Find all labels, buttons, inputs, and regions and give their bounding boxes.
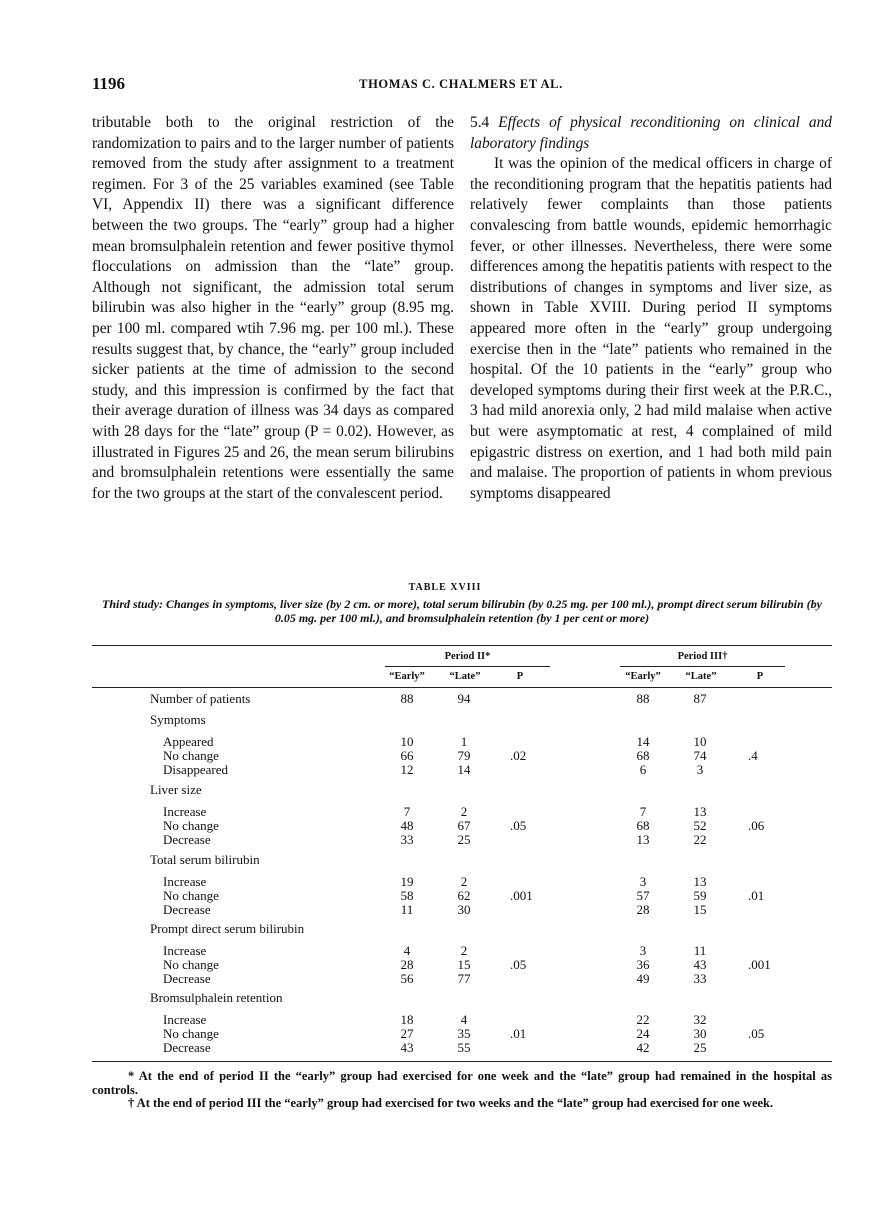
section-heading xyxy=(470,113,832,154)
cell-p2-late: 55 xyxy=(457,1040,471,1055)
row-label: No change xyxy=(163,818,219,833)
left-column xyxy=(92,113,454,504)
cell-p3-early: 3 xyxy=(639,943,647,958)
row-label: Increase xyxy=(163,804,207,819)
table-header-rule xyxy=(92,687,832,688)
cell-p3-late: 59 xyxy=(693,888,707,903)
cell-p2-early: 18 xyxy=(400,1012,414,1027)
cell-p2-early: 33 xyxy=(400,832,414,847)
cell-p3-p: .01 xyxy=(748,888,765,903)
cell-p3-late: 15 xyxy=(693,902,707,917)
section-number: 5.4 xyxy=(470,114,490,131)
left-column-paragraph: tributable both to the original restriction of the randomization to pairs and to the larger number of patients removed from the study after assignment to a treatment regimen. For 3 of the 25 variables examined (see Table VI, Appendix II) there was a significant difference between the two groups. The “early” group had a higher mean bromsulphalein retention and fewer positive thymol flocculations on admission than the “late” group. Although not significant, the admission total serum bilirubin was also higher in the “early” group (8.95 mg. per 100 ml. compared wtih 7.96 mg. per 100 ml.). These results suggest that, by chance, the “early” group included sicker patients at the time of admission to the second study, and this impression is confirmed by the fact that their average duration of illness was 34 days as compared with 28 days for the “late” group (P = 0.02). However, as illustrated in Figures 25 and 26, the mean serum bilirubins and bromsulphalein retentions were essentially the same for the two groups at the start of the convalescent period. xyxy=(92,114,454,502)
cell-p3-early: 49 xyxy=(636,971,650,986)
cell-p3-early: 7 xyxy=(639,804,647,819)
cell-p2-late: 30 xyxy=(457,902,471,917)
cell-p3-late: 32 xyxy=(693,1012,707,1027)
running-head: THOMAS C. CHALMERS ET AL. xyxy=(359,77,563,91)
group-label: Total serum bilirubin xyxy=(150,852,260,867)
period-3-header: Period III† xyxy=(677,651,728,662)
cell-p3-late: 13 xyxy=(693,804,707,819)
row-label: No change xyxy=(163,1026,219,1041)
row-label: No change xyxy=(163,748,219,763)
cell-p3-late: 52 xyxy=(693,818,707,833)
cell-p2-early: 28 xyxy=(400,957,414,972)
cell-p3-early: 6 xyxy=(639,762,647,777)
cell-p3-p: .05 xyxy=(748,1026,765,1041)
row-label: Increase xyxy=(163,943,207,958)
page-header xyxy=(92,74,830,96)
row-label: Number of patients xyxy=(150,691,251,706)
period-2-header: Period II* xyxy=(444,651,491,662)
cell-p2-p: .02 xyxy=(510,748,527,763)
table-top-rule xyxy=(92,645,832,646)
table-bottom-rule xyxy=(92,1061,832,1062)
row-label: Increase xyxy=(163,874,207,889)
cell-p2-late: 67 xyxy=(457,818,471,833)
cell-p3-early: 36 xyxy=(636,957,650,972)
cell-p2-late: 15 xyxy=(457,957,471,972)
col-head-p2-late: “Late” xyxy=(449,671,481,682)
cell-p2-p: .05 xyxy=(510,818,527,833)
cell-p3-late: 74 xyxy=(693,748,707,763)
cell-p2-late: 14 xyxy=(457,762,471,777)
page-number: 1196 xyxy=(92,74,126,93)
cell-p3-late: 10 xyxy=(693,734,707,749)
cell-p2-early: 10 xyxy=(400,734,414,749)
group-label: Bromsulphalein retention xyxy=(150,990,283,1005)
cell-p2-late: 25 xyxy=(457,832,471,847)
cell-p2-early: 88 xyxy=(400,691,414,706)
section-title: Effects of physical reconditioning on clinical and laboratory findings xyxy=(470,114,832,152)
cell-p2-early: 7 xyxy=(403,804,411,819)
cell-p2-late: 62 xyxy=(457,888,471,903)
table-title: TABLE XVIII xyxy=(408,582,482,593)
cell-p2-late: 1 xyxy=(460,734,468,749)
cell-p3-early: 68 xyxy=(636,748,650,763)
cell-p3-early: 57 xyxy=(636,888,650,903)
row-label: Decrease xyxy=(163,971,211,986)
cell-p3-early: 24 xyxy=(636,1026,650,1041)
cell-p3-early: 3 xyxy=(639,874,647,889)
cell-p2-early: 4 xyxy=(403,943,411,958)
group-label: Prompt direct serum bilirubin xyxy=(150,921,305,936)
row-label: Decrease xyxy=(163,1040,211,1055)
row-label: No change xyxy=(163,888,219,903)
cell-p3-late: 13 xyxy=(693,874,707,889)
period-3-underline xyxy=(620,666,785,667)
cell-p3-late: 87 xyxy=(693,691,707,706)
footnote-period-2: * At the end of period II the “early” group had exercised for one week and the “late” group had remained in the hospital as controls. xyxy=(92,1069,832,1097)
cell-p3-late: 3 xyxy=(696,762,704,777)
right-column xyxy=(470,113,832,504)
cell-p2-p: .05 xyxy=(510,957,527,972)
cell-p2-early: 11 xyxy=(400,902,414,917)
cell-p3-early: 14 xyxy=(636,734,650,749)
cell-p2-early: 12 xyxy=(400,762,414,777)
col-head-p2-p: P xyxy=(516,671,524,682)
row-label: No change xyxy=(163,957,219,972)
cell-p2-p: .001 xyxy=(510,888,533,903)
cell-p3-late: 43 xyxy=(693,957,707,972)
cell-p3-early: 88 xyxy=(636,691,650,706)
row-label: Disappeared xyxy=(163,762,228,777)
cell-p2-p: .01 xyxy=(510,1026,527,1041)
col-head-p3-late: “Late” xyxy=(685,671,717,682)
cell-p2-early: 66 xyxy=(400,748,414,763)
cell-p2-late: 2 xyxy=(460,874,468,889)
cell-p3-p: .4 xyxy=(748,748,758,763)
cell-p3-late: 25 xyxy=(693,1040,707,1055)
col-head-p3-p: P xyxy=(756,671,764,682)
col-head-p3-early: “Early” xyxy=(625,671,661,682)
cell-p3-early: 13 xyxy=(636,832,650,847)
cell-p2-late: 94 xyxy=(457,691,471,706)
group-label: Symptoms xyxy=(150,712,206,727)
right-column-paragraph: It was the opinion of the medical officers in charge of the reconditioning program that the hepatitis patients had relatively fewer complaints than those patients convalescing from battle wounds, epidemic hemorrhagic fever, or other illnesses. Nevertheless, there were some differences among the hepatitis patients with respect to the distributions of changes in symptoms and liver size, as shown in Table XVIII. During period II symptoms appeared more often in the “early” group undergoing exercise then in the “late” patients who remained in the hospital. Of the 10 patients in the “early” group who developed symptoms during their first week at the P.R.C., 3 had mild anorexia only, 2 had mild malaise when active but were asymptomatic at rest, 4 complained of mild epigastric distress on exertion, and 1 had both mild pain and malaise. The proportion of patients in whom previous symptoms disappeared xyxy=(470,155,832,502)
cell-p3-p: .06 xyxy=(748,818,765,833)
row-label: Decrease xyxy=(163,832,211,847)
cell-p2-late: 4 xyxy=(460,1012,468,1027)
row-label: Appeared xyxy=(163,734,214,749)
row-label: Decrease xyxy=(163,902,211,917)
group-label: Liver size xyxy=(150,782,202,797)
cell-p2-late: 2 xyxy=(460,943,468,958)
cell-p2-late: 77 xyxy=(457,971,471,986)
cell-p2-early: 56 xyxy=(400,971,414,986)
cell-p3-p: .001 xyxy=(748,957,771,972)
cell-p3-late: 11 xyxy=(693,943,707,958)
footnote-period-3: † At the end of period III the “early” group had exercised for two weeks and the “late” group had exercised for one week. xyxy=(128,1096,774,1110)
cell-p3-early: 22 xyxy=(636,1012,650,1027)
period-2-underline xyxy=(385,666,550,667)
row-label: Increase xyxy=(163,1012,207,1027)
cell-p3-late: 33 xyxy=(693,971,707,986)
cell-p3-late: 30 xyxy=(693,1026,707,1041)
cell-p2-early: 48 xyxy=(400,818,414,833)
cell-p2-early: 19 xyxy=(400,874,414,889)
cell-p3-late: 22 xyxy=(693,832,707,847)
cell-p2-early: 27 xyxy=(400,1026,414,1041)
cell-p2-late: 35 xyxy=(457,1026,471,1041)
cell-p3-early: 28 xyxy=(636,902,650,917)
cell-p2-late: 2 xyxy=(460,804,468,819)
cell-p2-early: 43 xyxy=(400,1040,414,1055)
cell-p2-early: 58 xyxy=(400,888,414,903)
cell-p2-late: 79 xyxy=(457,748,471,763)
cell-p3-early: 42 xyxy=(636,1040,650,1055)
cell-p3-early: 68 xyxy=(636,818,650,833)
table-caption: Third study: Changes in symptoms, liver size (by 2 cm. or more), total serum bilirubin (by 0.25 mg. per 100 ml.), prompt direct serum bilirubin (by 0.05 mg. per 100 ml.), and bromsulphalein retention (by 1 per cent or more) xyxy=(101,597,823,625)
col-head-p2-early: “Early” xyxy=(389,671,425,682)
